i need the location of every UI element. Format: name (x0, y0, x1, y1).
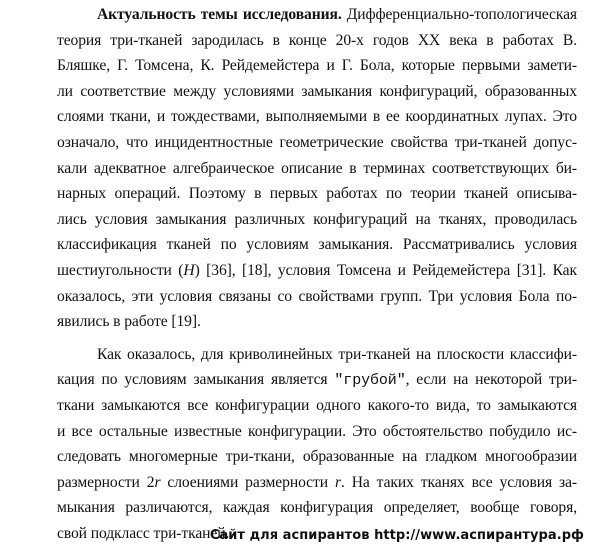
line-11-text-a: шестиугольности ( (57, 261, 184, 279)
body-text (57, 2, 577, 546)
paragraph-2-line-7: мыкания различаются, каждая конфигурация определяет, вообще говоря, (57, 499, 577, 517)
paragraph-gap (57, 335, 577, 342)
paragraph-1-line-11 (57, 258, 577, 284)
paragraph-1-line-6: означало, что инцидентностные геометрические свойства три-тканей допус- (57, 133, 577, 151)
paragraph-1-text: Дифференциально-топологическая (346, 6, 577, 23)
section-heading: Актуальность темы исследования. (97, 6, 342, 23)
paragraph-2-line-8: свой подкласс три-тканей. (57, 524, 230, 542)
paragraph-1-line-2: теория три-тканей зародилась в конце 20-х годов XX века в работах В. (57, 31, 577, 49)
quoted-word: "грубой" (334, 372, 406, 390)
paragraph-2-line-2 (57, 367, 577, 393)
paragraph-1-line-3: Бляшке, Г. Томсена, К. Рейдемейстера и Г. Бола, которые первыми замети- (57, 57, 577, 75)
paragraph-2-line-6 (57, 470, 577, 496)
line-2-text-a: кация по условиям замыкания является (57, 371, 335, 389)
paragraph-1-line-7: кали адекватное алгебраическое описание в терминах соответствующих би- (57, 159, 577, 177)
line-6-text-c: . На таких тканях все условия за- (340, 473, 578, 491)
math-r-1: r (154, 473, 161, 491)
math-r-2: r (334, 473, 341, 491)
paragraph-1-line-5: слоями ткани, и тождествами, выполняемыми в ее координатных лупах. Это (57, 108, 577, 126)
math-h: H (183, 261, 195, 279)
site-footer-watermark: Сайт для аспирантов http://www.аспирантура.рф (209, 528, 584, 543)
paragraph-2-line-3: ткани замыкаются все конфигурации одного какого-то вида, то замыкаются (57, 396, 577, 414)
paragraph-1-line-9: лись условия замыкания различных конфигураций на тканях, проводилась (57, 210, 577, 228)
paragraph-2-line-5: следовать многомерные три-ткани, образованные на гладком многообразии (57, 448, 577, 466)
paragraph-1-line-4: ли соответствие между условиями замыкания конфигураций, образованных (57, 82, 577, 100)
line-6-text-a: размерности 2 (57, 473, 155, 491)
paragraph-1-line-8: нарных операций. Поэтому в первых работах по теории тканей описыва- (57, 185, 577, 203)
paragraph-1-line-13: явились в работе [19]. (57, 313, 201, 331)
paragraph-1-line-10: классификация тканей по условиям замыкания. Рассматривались условия (57, 236, 577, 254)
line-6-text-b: слоениями размерности (160, 473, 335, 491)
paragraph-2-line-4: и все остальные известные конфигурации. Это обстоятельство побудило ис- (57, 422, 577, 440)
paragraph-2-line-1: Как оказалось, для криволинейных три-тканей на плоскости классифи- (97, 345, 577, 363)
paragraph-1-line-12: оказалось, эти условия связаны со свойствами групп. Три условия Бола по- (57, 287, 577, 305)
line-11-text-b: ) [36], [18], условия Томсена и Рейдемейстера [31]. Как (194, 261, 577, 279)
paragraph-1-line-1 (57, 2, 577, 28)
line-2-text-b: , если на некоторой три- (405, 371, 577, 389)
